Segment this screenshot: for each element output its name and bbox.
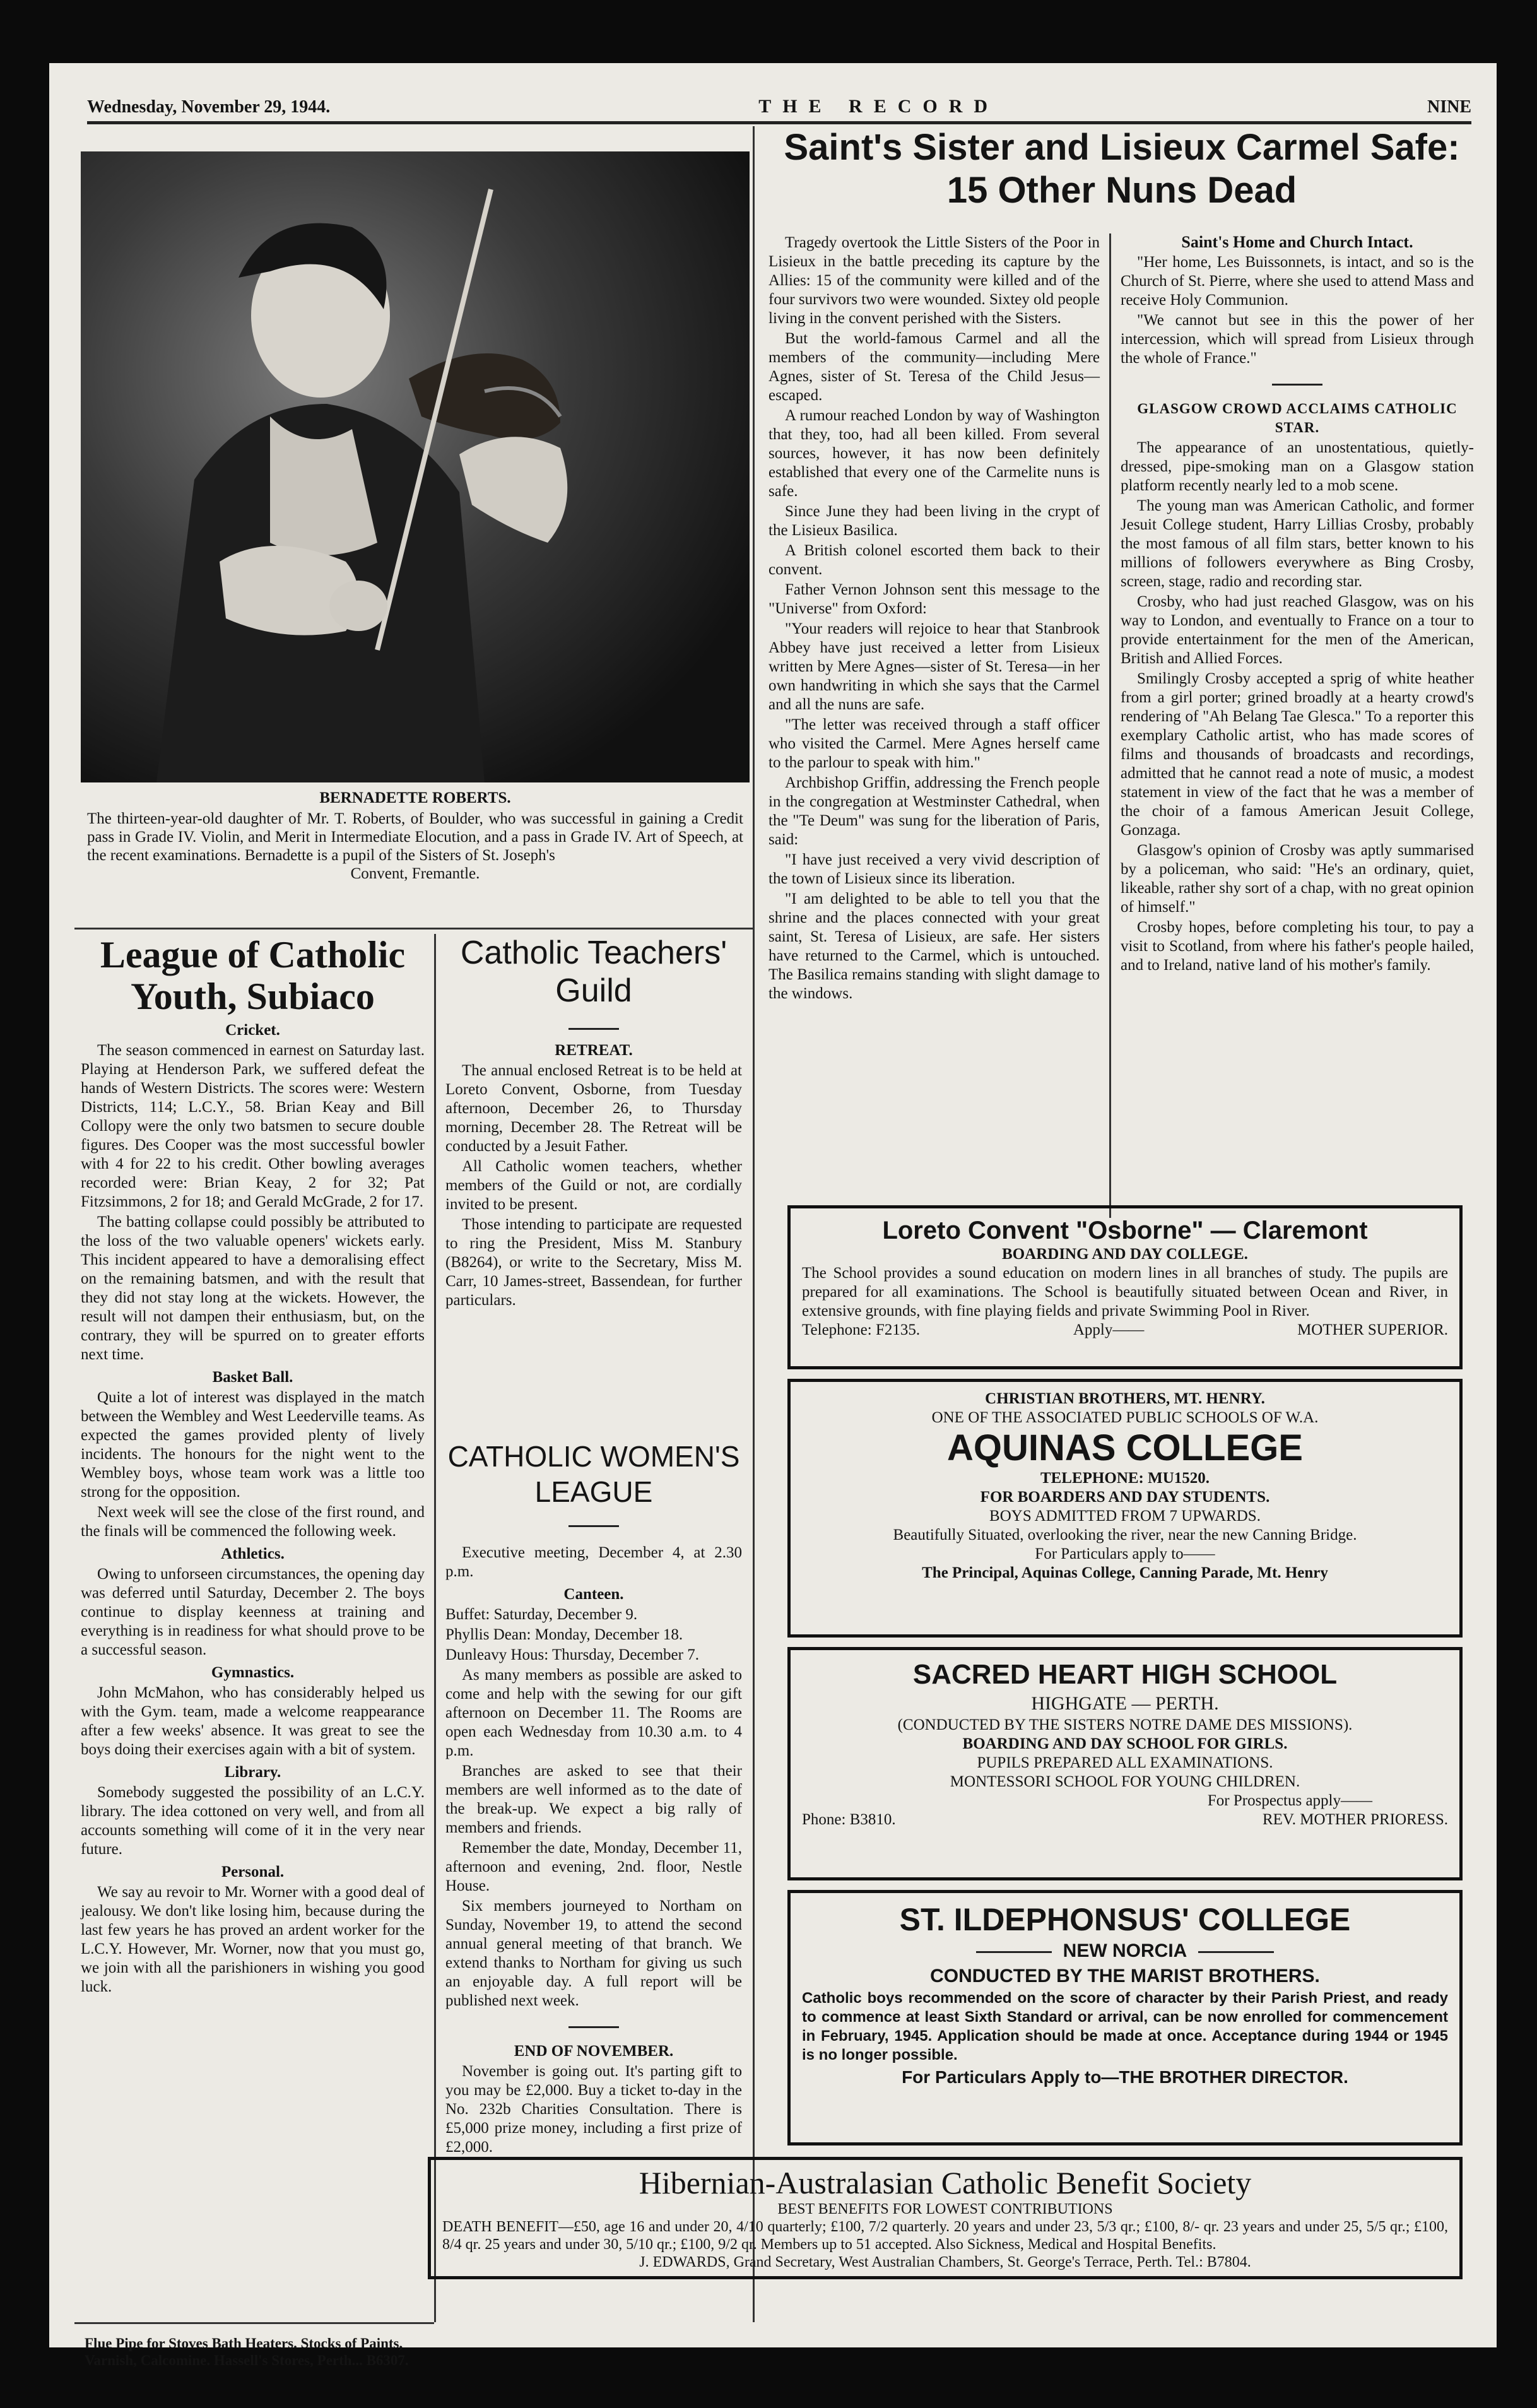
glasgow-paragraph: The young man was American Catholic, and former Jesuit College student, Harry Lillias Crosby, probably the most famous of all film stars, better known to his millions of followers everywhere as Bing Crosby, screen, stage, radio and recording star. (1121, 497, 1474, 590)
hassells-ad-text: Flue Pipe for Stoves Bath Heaters. Stocks of Paints, Varnish, Calcomine. Hassell's Stores, Perth... B6307. (85, 2335, 409, 2368)
sacred-l3: BOARDING AND DAY SCHOOL FOR GIRLS. (962, 1735, 1288, 1752)
sacred-title: SACRED HEART HIGH SCHOOL (912, 1659, 1338, 1690)
sacred-phone: Phone: B3810. (802, 1811, 896, 1828)
ildephonsus-apply: For Particulars Apply to—THE BROTHER DIRECTOR. (902, 2067, 1348, 2087)
aquinas-l7: The Principal, Aquinas College, Canning Parade, Mt. Henry (922, 1564, 1328, 1581)
lcy-paragraph: We say au revoir to Mr. Worner with a good deal of jealousy. We don't like losing him, because during the last few years he has proved an ardent worker for the L.C.Y. However, Mr. Worner, now that you must go, we join with all the parishioners in wishing you good luck. (81, 1884, 425, 1995)
main-left-body (768, 233, 1100, 1003)
page-number: NINE (1427, 97, 1471, 117)
column-rule (753, 126, 755, 2322)
ctg-body (445, 1061, 742, 1310)
main-paragraph: Tragedy overtook the Little Sisters of the Poor in Lisieux in the battle preceding its capture by the Allies: 15 of the community were killed and of the four survivors two were wounded. Sixtey old people living in the convent perished with the Sisters. (768, 234, 1100, 327)
main-paragraph: "We cannot but see in this the power of her intercession, which will spread from Lisieux through the whole of France." (1121, 312, 1474, 367)
divider (568, 1028, 619, 1030)
lcy-paragraph: Somebody suggested the possibility of an L.C.Y. library. The idea cottoned on very well, and from all accounts something will come of it in the very near future. (81, 1784, 425, 1858)
ctg-article (445, 934, 742, 1311)
ctg-sub: RETREAT. (555, 1042, 633, 1059)
ctg-paragraph: The annual enclosed Retreat is to be held at Loreto Convent, Osborne, from Tuesday afternoon, December 26, to Thursday morning, December 28. The Retreat will be conducted by a Jesuit Father. (445, 1062, 742, 1155)
photo-violinist (81, 151, 750, 782)
ctg-paragraph: All Catholic women teachers, whether members of the Guild or not, are cordially invited to be present. (445, 1158, 742, 1213)
main-paragraph: "Your readers will rejoice to hear that Stanbrook Abbey have just received a letter from Lisieux written by Mere Agnes—sister of St. Teresa—in her own handwriting in which she says that the Carmel and all the nuns are safe. (768, 620, 1100, 713)
cwl-body (445, 1666, 742, 2010)
lcy-title: League of Catholic Youth, Subiaco (100, 934, 406, 1017)
hibernian-tel: Tel.: B7804. (1175, 2254, 1251, 2270)
main-paragraph: "Her home, Les Buissonnets, is intact, and so is the Church of St. Pierre, where she used to attend Mass and receive Holy Communion. (1121, 254, 1474, 309)
sacred-heart-ad (787, 1647, 1463, 1880)
aquinas-title: AQUINAS COLLEGE (947, 1427, 1303, 1468)
divider (1198, 1951, 1274, 1953)
aquinas-l1: CHRISTIAN BROTHERS, MT. HENRY. (985, 1390, 1265, 1407)
section-rule (74, 2322, 434, 2324)
loreto-text: The School provides a sound education on modern lines in all branches of study. The pupils are prepared for all examinations. The School is beautifully situated between Ocean and River, in extensive grounds, with fine playing fields and private Swimming Pool in River. (802, 1265, 1448, 1319)
lcy-paragraph: Cricket. (225, 1022, 280, 1039)
hibernian-foot: J. EDWARDS, Grand Secretary, West Australian Chambers, St. George's Terrace, Perth. (639, 2254, 1173, 2270)
divider (1272, 384, 1322, 386)
aquinas-l2: ONE OF THE ASSOCIATED PUBLIC SCHOOLS OF W.A. (931, 1409, 1319, 1426)
section-rule (74, 928, 753, 930)
lcy-paragraph: John McMahon, who has considerably helped us with the Gym. team, made a welcome reappearance after a few weeks' absence. It was great to see the boys doing their exercises again with a bit of system. (81, 1684, 425, 1758)
main-paragraph: Father Vernon Johnson sent this message to the "Universe" from Oxford: (768, 581, 1100, 617)
hibernian-title: Hibernian-Australasian Catholic Benefit Society (639, 2165, 1252, 2200)
loreto-sub: BOARDING AND DAY COLLEGE. (1002, 1246, 1248, 1263)
main-article-col2 (1121, 230, 1474, 976)
cwl-article (445, 1439, 742, 2158)
issue-date: Wednesday, November 29, 1944. (87, 97, 331, 117)
lcy-paragraph: Quite a lot of interest was displayed in the match between the Wembley and West Leederville teams. As expected the games provided plenty of lively incidents. The honours for the night went to the Wembley boys, whose team work was a little too strong for the opposition. (81, 1389, 425, 1501)
photo-caption (87, 789, 743, 883)
loreto-title: Loreto Convent "Osborne" — Claremont (882, 1217, 1368, 1244)
aquinas-l6: For Particulars apply to—— (1035, 1545, 1215, 1562)
hibernian-ad (428, 2157, 1463, 2279)
page-header (87, 82, 1471, 124)
caption-title: BERNADETTE ROBERTS. (319, 789, 511, 806)
ildephonsus-ad (787, 1890, 1463, 2145)
sacred-l1: HIGHGATE — PERTH. (1031, 1693, 1219, 1714)
sacred-l6: For Prospectus apply—— (1207, 1792, 1372, 1809)
cwl-line: Dunleavy Hous: Thursday, December 7. (445, 1646, 699, 1663)
main-paragraph: Archbishop Griffin, addressing the French people in the congregation at Westminster Cathedral, when the "Te Deum" was sung for the liberation of Paris, said: (768, 774, 1100, 848)
violinist-illustration (81, 151, 750, 782)
hibernian-sub: BEST BENEFITS FOR LOWEST CONTRIBUTIONS (777, 2201, 1113, 2217)
main-right-body (1121, 253, 1474, 368)
main-right-sub: Saint's Home and Church Intact. (1181, 233, 1413, 251)
cwl-paragraph: Branches are asked to see that their members are well informed as to the date of the break-up. We expect a big rally of members and friends. (445, 1762, 742, 1836)
lcy-paragraph: Athletics. (221, 1545, 285, 1562)
cwl-paragraph: As many members as possible are asked to come and help with the sewing for our gift afternoon on December 11. The Rooms are open each Wednesday from 10.30 a.m. to 4 p.m. (445, 1667, 742, 1759)
cwl-paragraph: Remember the date, Monday, December 11, afternoon and evening, 2nd. floor, Nestle House. (445, 1839, 742, 1894)
newspaper-page (49, 63, 1497, 2368)
sacred-l4: PUPILS PREPARED ALL EXAMINATIONS. (977, 1754, 1273, 1771)
main-paragraph: But the world-famous Carmel and all the members of the community—including Mere Agnes, sister of St. Teresa of the Child Jesus—escaped. (768, 330, 1100, 404)
divider (568, 2026, 619, 2028)
eon-title: END OF NOVEMBER. (514, 2043, 674, 2060)
hassells-ad (85, 2335, 438, 2369)
main-paragraph: "I am delighted to be able to tell you that the shrine and the places connected with your great saint, St. Teresa of Lisieux, are safe. Her sisters have returned to the Carmel, which is untouched. The Basilica remains standing with slight damage to the windows. (768, 890, 1100, 1002)
sacred-l5: MONTESSORI SCHOOL FOR YOUNG CHILDREN. (950, 1773, 1300, 1790)
divider (976, 1951, 1052, 1953)
glasgow-title: GLASGOW CROWD ACCLAIMS CATHOLIC STAR. (1137, 401, 1458, 435)
hibernian-text: DEATH BENEFIT—£50, age 16 and under 20, 4/10 quarterly; £100, 7/2 quarterly. 20 years and under 23, 5/3 qr.; £100, 8/- qr. 23 years and under 25, 5/5 qr.; £100, 8/4 qr. 25 years and under 30, 5/10 qr.; £100, 9/2 qr. Members up to 51 accepted. Also Sickness, Medical and Hospital Benefits. (442, 2219, 1448, 2253)
ildephonsus-l1: NEW NORCIA (1063, 1940, 1187, 1961)
main-article-col1 (768, 233, 1100, 1005)
main-paragraph: A rumour reached London by way of Washington that they, too, had all been killed. From several sources, however, it has now been definitely established that every one of the Carmelite nuns is safe. (768, 407, 1100, 500)
lcy-paragraph: The batting collapse could possibly be attributed to the loss of the two valuable openers' wickets early. This incident appeared to have a demoralising effect on the remaining batsmen, and with the result that they did not stay long at the wickets. However, the result will not dampen their enthusiasm, but, on the contrary, they will be spurred on to greater efforts next time. (81, 1213, 425, 1363)
cwl-line: Phyllis Dean: Monday, December 18. (445, 1626, 683, 1643)
aquinas-l3: FOR BOARDERS AND DAY STUDENTS. (980, 1489, 1270, 1506)
lcy-body (81, 1021, 425, 1997)
loreto-ad (787, 1205, 1463, 1369)
sacred-l2: (CONDUCTED BY THE SISTERS NOTRE DAME DES MISSIONS). (897, 1716, 1353, 1733)
main-paragraph: "The letter was received through a staff officer who visited the Carmel. Mere Agnes herself came to the parlour to speak with him." (768, 716, 1100, 771)
loreto-phone: Telephone: F2135. (802, 1321, 921, 1338)
glasgow-paragraph: Crosby hopes, before completing his tour, to pay a visit to Scotland, from where his father's people hailed, and to Ireland, native land of his mother's family. (1121, 919, 1474, 974)
lcy-article (81, 934, 425, 1998)
lcy-paragraph: Personal. (221, 1863, 285, 1880)
cwl-lines (445, 1605, 742, 1665)
loreto-sign: MOTHER SUPERIOR. (1297, 1321, 1448, 1338)
ildephonsus-l2: CONDUCTED BY THE MARIST BROTHERS. (930, 1966, 1320, 1986)
paper-name: THE RECORD (758, 96, 999, 117)
cwl-sub: Canteen. (563, 1586, 624, 1603)
glasgow-paragraph: The appearance of an unostentatious, quietly-dressed, pipe-smoking man on a Glasgow station platform recently nearly led to a mob scene. (1121, 439, 1474, 494)
sacred-sign: REV. MOTHER PRIORESS. (1262, 1811, 1448, 1828)
main-paragraph: A British colonel escorted them back to their convent. (768, 542, 1100, 578)
aquinas-ad (787, 1379, 1463, 1638)
cwl-paragraph: Six members journeyed to Northam on Sunday, November 19, to attend the second annual general meeting of that branch. We extend thanks to Northam for giving us such an enjoyable day. A full report will be published next week. (445, 1897, 742, 2009)
cwl-line: Buffet: Saturday, December 9. (445, 1606, 638, 1623)
main-headline: Saint's Sister and Lisieux Carmel Safe: 15 Other Nuns Dead (784, 127, 1460, 211)
aquinas-tel: TELEPHONE: MU1520. (1040, 1470, 1210, 1487)
divider (568, 1525, 619, 1527)
glasgow-paragraph: Smilingly Crosby accepted a sprig of white heather from a girl porter; grined broadly at a hearty crowd's rendering of "Ah Belang Tae Glesca." To a reporter this exemplary Catholic artist, who has made scores of films and thousands of broadcasts and recordings, admitted that he cannot read a note of music, a modest statement in view of the fact that he was a member of the choir of a famous American Jesuit College, Gonzaga. (1121, 670, 1474, 839)
ildephonsus-title: ST. ILDEPHONSUS' COLLEGE (899, 1902, 1351, 1937)
lcy-paragraph: The season commenced in earnest on Saturday last. Playing at Henderson Park, we suffered defeat the hands of Western Districts. The scores were: Western Districts, 114; L.C.Y., 58. Brian Keay and Bill Collopy were the only two batsmen to secure double figures. Des Cooper was the most successful bowler with 4 for 22 to his credit. Other bowling averages recorded were: Brian Keay, 2 for 32; Pat Fitzsimmons, 2 for 18; and Gerald McGrade, 2 for 17. (81, 1042, 425, 1210)
main-paragraph: "I have just received a very vivid description of the town of Lisieux since its liberation. (768, 851, 1100, 887)
ildephonsus-text: Catholic boys recommended on the score of character by their Parish Priest, and ready to commence at least Sixth Standard or arrival, can be now enrolled for commencement in February, 1945. Application should be made at once. Acceptance during 1944 or 1945 is no longer possible. (802, 1990, 1448, 2063)
loreto-apply: Apply—— (1073, 1321, 1145, 1338)
caption-end: Convent, Fremantle. (350, 865, 480, 882)
cwl-intro: Executive meeting, December 4, at 2.30 p.m. (445, 1544, 742, 1580)
ctg-paragraph: Those intending to participate are requested to ring the President, Miss M. Stanbury (B8264), or write to the Secretary, Miss M. Carr, 10 James-street, Bassendean, for further particulars. (445, 1216, 742, 1309)
eon-text: November is going out. It's parting gift to you may be £2,000. Buy a ticket to-day in the No. 232b Charities Consultation. There is £5,000 prize money, including a first prize of £2,000. (445, 2063, 742, 2156)
lcy-paragraph: Basket Ball. (212, 1369, 293, 1386)
column-rule (1109, 233, 1111, 1218)
lcy-paragraph: Owing to unforseen circumstances, the opening day was deferred until Saturday, December 2. The boys continue to display keenness at training and everything is in readiness for what should prove to be a successful season. (81, 1566, 425, 1658)
lcy-paragraph: Next week will see the close of the first round, and the finals will be commenced the following week. (81, 1504, 425, 1540)
main-paragraph: Since June they had been living in the crypt of the Lisieux Basilica. (768, 503, 1100, 539)
caption-text: The thirteen-year-old daughter of Mr. T. Roberts, of Boulder, who was successful in gaining a Credit pass in Grade IV. Violin, and Merit in Intermediate Elocution, and a pass in Grade IV. Art of Speech, at the recent examinations. Bernadette is a pupil of the Sisters of St. Joseph's (87, 810, 743, 864)
lcy-paragraph: Gymnastics. (211, 1664, 295, 1681)
ctg-title: Catholic Teachers' Guild (460, 935, 727, 1009)
cwl-title: CATHOLIC WOMEN'S LEAGUE (447, 1440, 740, 1508)
aquinas-l5: Beautifully Situated, overlooking the river, near the new Canning Bridge. (893, 1526, 1357, 1543)
glasgow-paragraph: Crosby, who had just reached Glasgow, was on his way to London, and eventually to France on a tour to provide entertainment for the men of the American, British and Allied Forces. (1121, 593, 1474, 667)
column-rule (434, 934, 436, 2322)
aquinas-l4: BOYS ADMITTED FROM 7 UPWARDS. (989, 1508, 1261, 1525)
lcy-paragraph: Library. (224, 1764, 281, 1781)
glasgow-paragraph: Glasgow's opinion of Crosby was aptly summarised by a policeman, who said: "He's an ordinary, quiet, likeable, rather shy sort of a chap, with no great opinion of himself." (1121, 842, 1474, 916)
glasgow-body (1121, 439, 1474, 975)
